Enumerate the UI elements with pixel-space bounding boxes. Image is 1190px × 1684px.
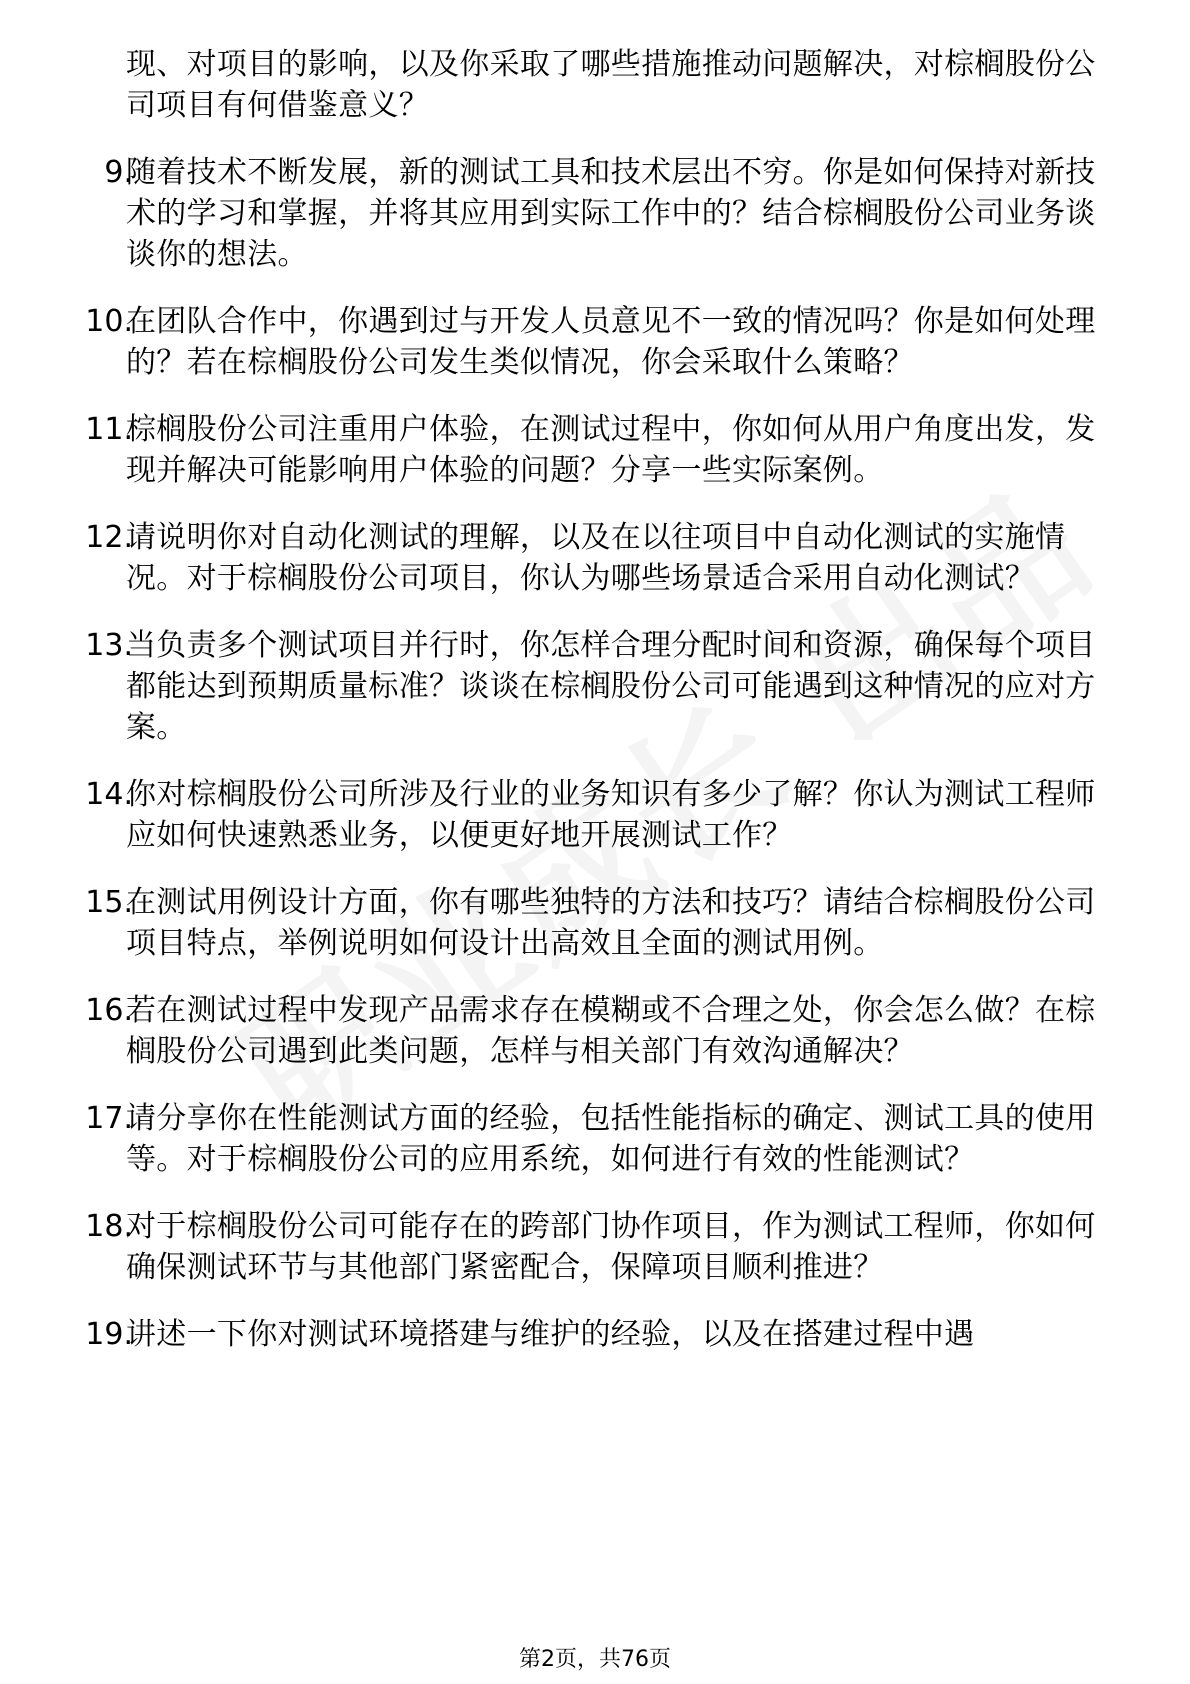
question-text: 你对棕榈股份公司所涉及行业的业务知识有多少了解？你认为测试工程师应如何快速熟悉业务，以便更好地开展测试工作？ [126,777,1096,853]
question-item-15 [0,882,1190,964]
question-item-17 [0,1098,1190,1180]
question-number: 14. [85,777,133,812]
question-item-11 [0,409,1190,491]
question-number: 17. [85,1101,133,1136]
question-text: 请说明你对自动化测试的理解，以及在以往项目中自动化测试的实施情况。对于棕榈股份公司项目，你认为哪些场景适合采用自动化测试？ [126,520,1066,596]
question-number: 16. [85,993,133,1028]
question-number: 18. [85,1209,133,1244]
question-item-16 [0,990,1190,1072]
question-number: 9. [104,155,133,190]
question-item-14 [0,774,1190,856]
question-text: 随着技术不断发展，新的测试工具和技术层出不穷。你是如何保持对新技术的学习和掌握，并将其应用到实际工作中的？结合棕榈股份公司业务谈谈你的想法。 [126,155,1096,272]
question-text: 当负责多个测试项目并行时，你怎样合理分配时间和资源，确保每个项目都能达到预期质量标准？谈谈在棕榈股份公司可能遇到这种情况的应对方案。 [126,628,1096,745]
question-text: 对于棕榈股份公司可能存在的跨部门协作项目，作为测试工程师，你如何确保测试环节与其他部门紧密配合，保障项目顺利推进？ [126,1209,1096,1285]
question-text: 在团队合作中，你遇到过与开发人员意见不一致的情况吗？你是如何处理的？若在棕榈股份公司发生类似情况，你会采取什么策略？ [126,304,1096,380]
question-number: 15. [85,885,133,920]
question-number: 11. [85,412,133,447]
page-footer: 第2页，共76页 [519,1647,671,1672]
question-list [0,44,1190,1381]
question-item-13 [0,625,1190,748]
continuation-paragraph [0,44,1190,126]
continuation-text: 现、对项目的影响，以及你采取了哪些措施推动问题解决，对棕榈股份公司项目有何借鉴意义？ [126,47,1096,123]
question-number: 13. [85,628,133,663]
question-item-12 [0,517,1190,599]
question-number: 10. [85,304,133,339]
question-text: 棕榈股份公司注重用户体验，在测试过程中，你如何从用户角度出发，发现并解决可能影响用户体验的问题？分享一些实际案例。 [126,412,1096,488]
question-number: 12. [85,520,133,555]
question-text: 讲述一下你对测试环境搭建与维护的经验，以及在搭建过程中遇 [126,1317,975,1352]
question-item-18 [0,1206,1190,1288]
question-text: 请分享你在性能测试方面的经验，包括性能指标的确定、测试工具的使用等。对于棕榈股份公司的应用系统，如何进行有效的性能测试？ [126,1101,1096,1177]
question-item-19 [0,1314,1190,1355]
question-item-9 [0,152,1190,275]
question-number: 19. [85,1317,133,1352]
question-text: 在测试用例设计方面，你有哪些独特的方法和技巧？请结合棕榈股份公司项目特点，举例说明如何设计出高效且全面的测试用例。 [126,885,1096,961]
question-text: 若在测试过程中发现产品需求存在模糊或不合理之处，你会怎么做？在棕榈股份公司遇到此类问题，怎样与相关部门有效沟通解决？ [126,993,1096,1069]
question-item-10 [0,301,1190,383]
